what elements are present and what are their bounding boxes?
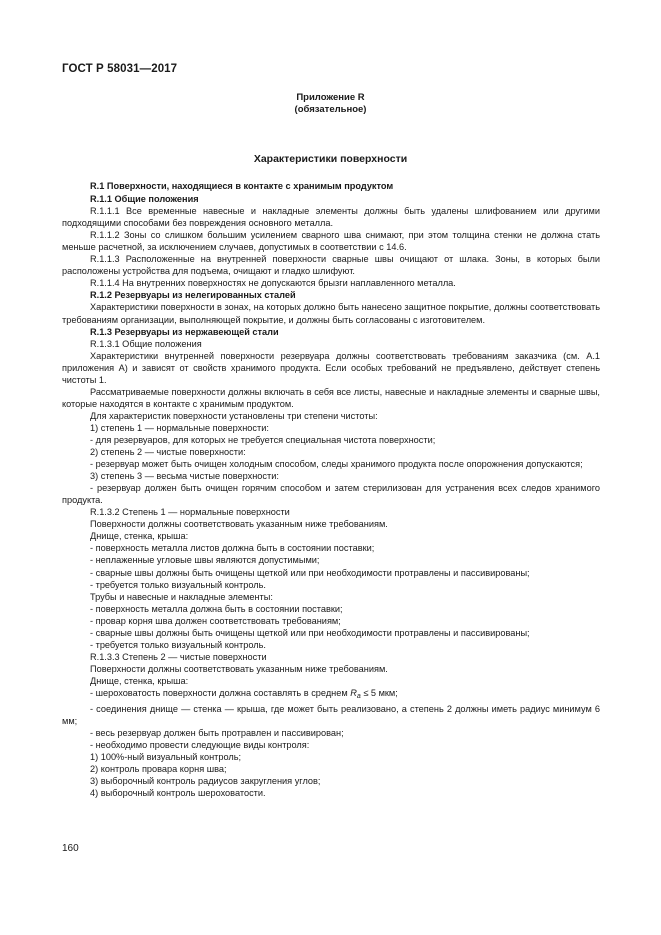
list-item: - весь резервуар должен быть протравлен и пассивирован; <box>90 728 344 739</box>
para-r1-1-2: R.1.1.2 Зоны со слишком большим усилением сварного шва снимают, при этом толщина стенки не должна стать меньше расчетной, за исключением случаев, допустимых в соответствии с 14.6. <box>62 230 600 253</box>
roughness-tail: ≤ 5 мкм; <box>360 687 398 698</box>
para-r1-2: Характеристики поверхности в зонах, на которых должно быть нанесено защитное покрытие, должны соответствовать требованиям организации, выполняющей покрытие, и должны быть согласованы с изготовителем. <box>62 302 600 325</box>
list-item: 2) степень 2 — чистые поверхности: <box>90 447 246 458</box>
list-item: - поверхность металла должна быть в состоянии поставки; <box>90 603 343 614</box>
list-item: - резервуар должен быть очищен горячим способом и затем стерилизован для устранения всех следов хранимого продукта. <box>62 483 600 506</box>
para-subhead: Трубы и навесные и накладные элементы: <box>90 591 273 602</box>
list-item: 1) степень 1 — нормальные поверхности: <box>90 422 269 433</box>
roughness-symbol: R <box>350 687 357 698</box>
heading-r1-1: R.1.1 Общие положения <box>90 194 199 205</box>
para-requirements: Поверхности должны соответствовать указанным ниже требованиям. <box>90 519 388 530</box>
list-item: - необходимо провести следующие виды контроля: <box>90 740 310 751</box>
para-subhead: Днище, стенка, крыша: <box>90 675 189 686</box>
heading-r1-3: R.1.3 Резервуары из нержавеющей стали <box>90 326 279 337</box>
list-item: 3) выборочный контроль радиусов закругления углов; <box>90 776 321 787</box>
heading-r1-3-1: R.1.3.1 Общие положения <box>90 338 202 349</box>
annex-title: Приложение R <box>296 92 365 103</box>
annex-status: (обязательное) <box>294 104 367 115</box>
list-item: - сварные швы должны быть очищены щеткой или при необходимости протравлены и пассивированы; <box>90 627 530 638</box>
heading-r1-2: R.1.2 Резервуары из нелегированных сталей <box>90 290 296 301</box>
heading-r1-3-2: R.1.3.2 Степень 1 — нормальные поверхности <box>90 507 290 518</box>
section-title: Характеристики поверхности <box>253 153 408 165</box>
list-item: 2) контроль провара корня шва; <box>90 764 227 775</box>
list-item: - для резервуаров, для которых не требуется специальная чистота поверхности; <box>90 434 436 445</box>
list-item: - требуется только визуальный контроль. <box>90 639 266 650</box>
roughness-subscript: a <box>356 692 361 700</box>
para-r1-3-1-b: Рассматриваемые поверхности должны включать в себя все листы, навесные и накладные элементы и сварные швы, которые находятся в контакте с хранимым продуктом. <box>62 386 600 409</box>
para-r1-1-4: R.1.1.4 На внутренних поверхностях не допускаются брызги наплавленного металла. <box>90 278 456 289</box>
heading-r1-3-3: R.1.3.3 Степень 2 — чистые поверхности <box>90 651 267 662</box>
para-r1-3-1-a: Характеристики внутренней поверхности резервуара должны соответствовать требованиям заказчика (см. А.1 приложения А) и зависят от свойств хранимого продукта. Если особых требований не предъявлено, действует степень чистоты 1. <box>62 350 600 385</box>
para-grades-intro: Для характеристик поверхности установлены три степени чистоты: <box>90 410 378 421</box>
list-item: - неплаженные угловые швы являются допустимыми; <box>90 555 320 566</box>
para-requirements: Поверхности должны соответствовать указанным ниже требованиям. <box>90 663 388 674</box>
document-header: ГОСТ Р 58031—2017 <box>62 63 178 75</box>
heading-r1: R.1 Поверхности, находящиеся в контакте с хранимым продуктом <box>90 181 394 191</box>
list-item: - резервуар может быть очищен холодным способом, следы хранимого продукта после опорожнения допускаются; <box>90 459 583 470</box>
list-item: - требуется только визуальный контроль. <box>90 579 266 590</box>
list-item: 4) выборочный контроль шероховатости. <box>90 788 266 799</box>
para-subhead: Днище, стенка, крыша: <box>90 531 189 542</box>
document-body <box>62 180 600 799</box>
page-number: 160 <box>62 843 79 854</box>
list-item: - сварные швы должны быть очищены щеткой или при необходимости протравлены и пассивированы; <box>90 567 530 578</box>
para-r1-1-3: R.1.1.3 Расположенные на внутренней поверхности сварные швы очищают от шлака. Зоны, в которых были расположены устройства для подъема, очищают и гладко шлифуют. <box>62 254 600 277</box>
roughness-text: - шероховатость поверхности должна составлять в среднем <box>90 687 351 698</box>
list-item: - соединения днище — стенка — крыша, где может быть реализовано, а степень 2 должны иметь радиус минимум 6 мм; <box>62 704 600 727</box>
list-item: - провар корня шва должен соответствовать требованиям; <box>90 615 341 626</box>
list-item-roughness <box>62 687 600 703</box>
para-r1-1-1: R.1.1.1 Все временные навесные и накладные элементы должны быть удалены шлифованием или другими подходящими способами без повреждения основного металла. <box>62 206 600 229</box>
list-item: 1) 100%-ный визуальный контроль; <box>90 752 242 763</box>
list-item: - поверхность металла листов должна быть в состоянии поставки; <box>90 543 375 554</box>
list-item: 3) степень 3 — весьма чистые поверхности: <box>90 471 279 482</box>
